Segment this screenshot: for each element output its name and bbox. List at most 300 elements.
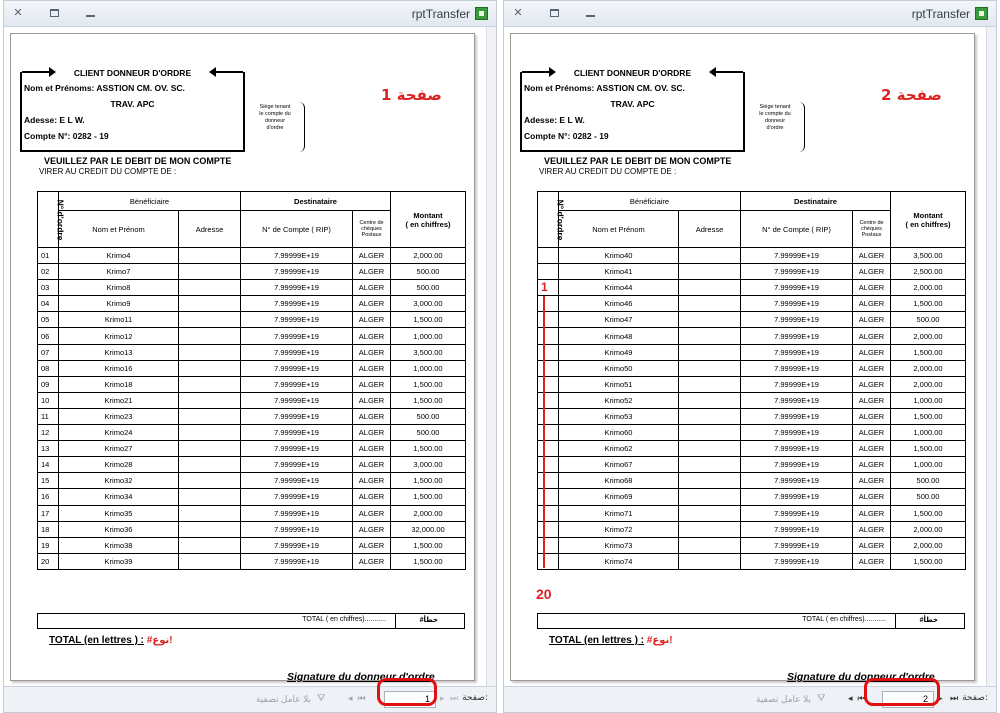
brace-icon: [797, 102, 805, 152]
filter-status[interactable]: بلا عامل تصفية: [756, 694, 812, 704]
row-centre: ALGER: [353, 360, 391, 376]
row-account: 7.99999E+19: [241, 521, 353, 537]
row-amount: 2,000.00: [891, 376, 966, 392]
table-row: [538, 376, 966, 392]
col-beneficiaire-header: Bénéficiaire: [559, 192, 741, 211]
row-num: 11: [38, 408, 59, 424]
row-centre: ALGER: [353, 457, 391, 473]
client-address: Adesse: E L W.: [524, 115, 585, 125]
row-amount: 3,000.00: [391, 296, 466, 312]
siege-note: Siège tenant le compte du donneur d'ordre: [759, 104, 791, 131]
table-row: [38, 376, 466, 392]
page-label: صفحة 1: [381, 86, 442, 104]
row-centre: ALGER: [353, 505, 391, 521]
row-num: 15: [38, 473, 59, 489]
row-account: 7.99999E+19: [741, 392, 853, 408]
row-name: Krimo73: [559, 537, 679, 553]
row-address: [679, 425, 741, 441]
row-num: [538, 441, 559, 457]
row-address: [179, 344, 241, 360]
row-account: 7.99999E+19: [241, 344, 353, 360]
row-name: Krimo49: [559, 344, 679, 360]
window-title: rptTransfer: [411, 7, 470, 21]
row-name: Krimo8: [59, 280, 179, 296]
row-centre: ALGER: [853, 537, 891, 553]
title-bar: [4, 1, 496, 27]
row-num: 03: [38, 280, 59, 296]
row-centre: ALGER: [353, 312, 391, 328]
col-destinataire-header: Destinataire: [741, 192, 891, 211]
row-address: [179, 553, 241, 569]
vertical-scrollbar[interactable]: [986, 27, 996, 686]
client-account: Compte N°: 0282 - 19: [24, 131, 109, 141]
client-address: Adesse: E L W.: [24, 115, 85, 125]
client-account: Compte N°: 0282 - 19: [524, 131, 609, 141]
close-icon[interactable]: ✕: [13, 7, 23, 19]
row-amount: 500.00: [391, 408, 466, 424]
row-amount: 1,000.00: [891, 425, 966, 441]
row-address: [679, 312, 741, 328]
col-compte-header: N° de Compte ( RIP): [241, 211, 353, 248]
row-num: 09: [38, 376, 59, 392]
col-compte-header: N° de Compte ( RIP): [741, 211, 853, 248]
row-amount: 1,000.00: [891, 392, 966, 408]
row-amount: 1,500.00: [891, 344, 966, 360]
row-num: [538, 392, 559, 408]
row-num: 01: [38, 248, 59, 264]
table-row: [38, 360, 466, 376]
highlight-ring: [864, 678, 940, 706]
row-name: Krimo16: [59, 360, 179, 376]
row-account: 7.99999E+19: [241, 328, 353, 344]
row-address: [179, 408, 241, 424]
row-amount: 2,000.00: [891, 328, 966, 344]
client-title: CLIENT DONNEUR D'ORDRE: [573, 68, 692, 78]
report-viewer[interactable]: [504, 27, 996, 686]
report-window-page-2[interactable]: [503, 0, 997, 713]
row-name: Krimo41: [559, 264, 679, 280]
total-figures-box: [37, 613, 465, 629]
table-row: [38, 264, 466, 280]
table-row: [38, 344, 466, 360]
table-row: [538, 264, 966, 280]
col-adresse-header: Adresse: [679, 211, 741, 248]
row-address: [179, 537, 241, 553]
client-box: [520, 68, 745, 152]
client-name-2: TRAV. APC: [110, 99, 155, 109]
row-centre: ALGER: [353, 376, 391, 392]
table-row: [38, 521, 466, 537]
row-num: [538, 408, 559, 424]
nav-first-prev[interactable]: ◂ ⏮: [848, 693, 866, 703]
row-address: [179, 264, 241, 280]
row-num: [538, 505, 559, 521]
row-name: Krimo11: [59, 312, 179, 328]
row-num: [538, 553, 559, 569]
row-account: 7.99999E+19: [741, 344, 853, 360]
row-name: Krimo72: [559, 521, 679, 537]
row-amount: 500.00: [891, 473, 966, 489]
row-name: Krimo40: [559, 248, 679, 264]
row-address: [679, 280, 741, 296]
client-name: Nom et Prénoms: ASSTION CM. OV. SC.: [524, 83, 685, 93]
row-amount: 1,500.00: [391, 441, 466, 457]
row-amount: 500.00: [391, 280, 466, 296]
row-amount: 2,000.00: [891, 280, 966, 296]
row-centre: ALGER: [853, 360, 891, 376]
row-centre: ALGER: [853, 312, 891, 328]
restore-icon[interactable]: [48, 7, 60, 19]
table-row: [538, 312, 966, 328]
row-address: [679, 248, 741, 264]
nav-next-icon[interactable]: ▸: [440, 693, 445, 703]
row-num: 14: [38, 457, 59, 473]
row-address: [179, 473, 241, 489]
row-centre: ALGER: [853, 328, 891, 344]
row-address: [179, 376, 241, 392]
row-address: [679, 457, 741, 473]
report-window-page-1[interactable]: [3, 0, 497, 713]
row-num: 02: [38, 264, 59, 280]
row-name: Krimo48: [559, 328, 679, 344]
row-name: Krimo47: [559, 312, 679, 328]
row-name: Krimo21: [59, 392, 179, 408]
row-account: 7.99999E+19: [741, 248, 853, 264]
row-name: Krimo53: [559, 408, 679, 424]
row-account: 7.99999E+19: [741, 489, 853, 505]
row-amount: 1,500.00: [891, 441, 966, 457]
row-account: 7.99999E+19: [241, 264, 353, 280]
nav-next-icon[interactable]: ▸: [938, 693, 943, 703]
total-letters: TOTAL (en lettres ) : #نوع!: [49, 635, 173, 646]
row-address: [679, 505, 741, 521]
total-figures-box: [537, 613, 965, 629]
row-centre: ALGER: [853, 280, 891, 296]
row-centre: ALGER: [853, 392, 891, 408]
restore-icon[interactable]: [548, 7, 560, 19]
report-page: [10, 33, 475, 681]
table-row: [38, 473, 466, 489]
row-name: Krimo69: [559, 489, 679, 505]
client-name-2: TRAV. APC: [610, 99, 655, 109]
table-row: [38, 392, 466, 408]
col-centre-header: Centre de chèques Postaux: [853, 211, 891, 248]
filter-status[interactable]: بلا عامل تصفية: [256, 694, 312, 704]
row-name: Krimo4: [59, 248, 179, 264]
row-amount: 1,500.00: [391, 537, 466, 553]
table-row: [538, 553, 966, 569]
col-nom-header: Nom et Prénom: [559, 211, 679, 248]
page-number-input[interactable]: 2: [882, 691, 934, 708]
col-centre-header: Centre de chèques Postaux: [353, 211, 391, 248]
page-label: صفحة 2: [881, 86, 942, 104]
row-centre: ALGER: [853, 344, 891, 360]
row-account: 7.99999E+19: [241, 296, 353, 312]
row-num: [538, 312, 559, 328]
row-account: 7.99999E+19: [741, 521, 853, 537]
row-address: [679, 264, 741, 280]
row-account: 7.99999E+19: [241, 376, 353, 392]
row-address: [679, 392, 741, 408]
row-centre: ALGER: [353, 248, 391, 264]
table-row: [38, 505, 466, 521]
table-row: [538, 408, 966, 424]
row-amount: 500.00: [391, 425, 466, 441]
filter-icon: ⛛: [817, 693, 826, 704]
row-account: 7.99999E+19: [741, 553, 853, 569]
row-centre: ALGER: [853, 376, 891, 392]
row-centre: ALGER: [853, 408, 891, 424]
row-name: Krimo9: [59, 296, 179, 312]
total-letters: TOTAL (en lettres ) : #نوع!: [549, 635, 673, 646]
row-address: [179, 521, 241, 537]
row-name: Krimo12: [59, 328, 179, 344]
row-num: [538, 360, 559, 376]
row-address: [179, 360, 241, 376]
minimize-icon[interactable]: [584, 7, 596, 19]
row-num: 16: [38, 489, 59, 505]
row-num: 07: [38, 344, 59, 360]
row-num: [538, 376, 559, 392]
row-num: [538, 248, 559, 264]
row-address: [679, 344, 741, 360]
close-icon[interactable]: ✕: [513, 7, 523, 19]
row-account: 7.99999E+19: [741, 312, 853, 328]
row-amount: 1,000.00: [391, 360, 466, 376]
col-num-header: N° d'ordre: [538, 192, 559, 248]
row-account: 7.99999E+19: [241, 537, 353, 553]
row-account: 7.99999E+19: [241, 473, 353, 489]
row-num: [538, 328, 559, 344]
row-account: 7.99999E+19: [741, 328, 853, 344]
table-row: [38, 328, 466, 344]
table-row: [538, 328, 966, 344]
app-icon: [475, 7, 488, 20]
row-name: Krimo39: [59, 553, 179, 569]
row-account: 7.99999E+19: [241, 441, 353, 457]
table-row: [38, 280, 466, 296]
row-name: Krimo36: [59, 521, 179, 537]
row-centre: ALGER: [853, 296, 891, 312]
row-address: [679, 376, 741, 392]
row-amount: 1,500.00: [391, 473, 466, 489]
col-montant-header: Montant ( en chiffres): [891, 192, 966, 248]
col-num-header: N° d'ordre: [38, 192, 59, 248]
row-address: [179, 280, 241, 296]
row-address: [679, 441, 741, 457]
row-account: 7.99999E+19: [241, 489, 353, 505]
row-name: Krimo71: [559, 505, 679, 521]
row-name: Krimo35: [59, 505, 179, 521]
row-account: 7.99999E+19: [741, 280, 853, 296]
table-row: [538, 296, 966, 312]
row-name: Krimo51: [559, 376, 679, 392]
total-figures-label: TOTAL ( en chiffres)...........: [802, 616, 886, 623]
signature-label: Signature du donneur d'ordre: [287, 671, 435, 683]
col-adresse-header: Adresse: [179, 211, 241, 248]
col-destinataire-header: Destinataire: [241, 192, 391, 211]
row-amount: 1,500.00: [391, 312, 466, 328]
row-name: Krimo13: [59, 344, 179, 360]
table-row: [538, 344, 966, 360]
row-address: [679, 473, 741, 489]
row-account: 7.99999E+19: [241, 392, 353, 408]
app-icon: [975, 7, 988, 20]
report-viewer[interactable]: [4, 27, 496, 686]
row-centre: ALGER: [353, 392, 391, 408]
mark-last-number: 20: [536, 586, 552, 602]
row-address: [179, 489, 241, 505]
row-amount: 1,500.00: [891, 296, 966, 312]
row-centre: ALGER: [853, 489, 891, 505]
row-address: [179, 296, 241, 312]
vertical-scrollbar[interactable]: [486, 27, 496, 686]
table-row: [538, 473, 966, 489]
table-row: [538, 521, 966, 537]
row-centre: ALGER: [853, 441, 891, 457]
row-name: Krimo44: [559, 280, 679, 296]
row-amount: 2,000.00: [891, 537, 966, 553]
row-name: Krimo60: [559, 425, 679, 441]
table-row: [538, 441, 966, 457]
row-num: 18: [38, 521, 59, 537]
row-centre: ALGER: [353, 280, 391, 296]
row-num: 08: [38, 360, 59, 376]
row-account: 7.99999E+19: [241, 553, 353, 569]
page-number-input[interactable]: 1: [384, 691, 436, 708]
row-amount: 500.00: [891, 489, 966, 505]
row-centre: ALGER: [353, 553, 391, 569]
transfer-table: [37, 191, 466, 570]
row-centre: ALGER: [353, 344, 391, 360]
row-num: [538, 457, 559, 473]
table-row: [38, 425, 466, 441]
row-amount: 1,000.00: [891, 457, 966, 473]
page-label-status: صفحة:: [462, 693, 488, 703]
table-row: [38, 441, 466, 457]
row-num: 06: [38, 328, 59, 344]
row-name: Krimo7: [59, 264, 179, 280]
table-row: [38, 537, 466, 553]
row-amount: 2,000.00: [891, 360, 966, 376]
row-amount: 2,000.00: [391, 248, 466, 264]
row-account: 7.99999E+19: [241, 425, 353, 441]
row-num: [538, 425, 559, 441]
row-amount: 3,000.00: [391, 457, 466, 473]
row-amount: 1,000.00: [391, 328, 466, 344]
row-address: [679, 296, 741, 312]
row-num: 17: [38, 505, 59, 521]
nav-last-icon[interactable]: ⏭: [950, 693, 959, 703]
minimize-icon[interactable]: [84, 7, 96, 19]
brace-icon: [297, 102, 305, 152]
row-centre: ALGER: [353, 473, 391, 489]
title-bar: [504, 1, 996, 27]
nav-first-prev[interactable]: ◂ ⏮: [348, 693, 366, 703]
row-address: [179, 425, 241, 441]
row-account: 7.99999E+19: [241, 248, 353, 264]
row-address: [179, 248, 241, 264]
window-title: rptTransfer: [911, 7, 970, 21]
row-centre: ALGER: [853, 264, 891, 280]
client-title: CLIENT DONNEUR D'ORDRE: [73, 68, 192, 78]
highlight-ring: [377, 678, 437, 706]
row-account: 7.99999E+19: [241, 505, 353, 521]
row-num: 19: [38, 537, 59, 553]
row-amount: 1,500.00: [391, 392, 466, 408]
row-account: 7.99999E+19: [241, 312, 353, 328]
row-amount: 1,500.00: [891, 408, 966, 424]
filter-icon: ⛛: [317, 693, 326, 704]
row-account: 7.99999E+19: [741, 473, 853, 489]
mark-first-number: 1: [541, 280, 548, 294]
table-row: [538, 392, 966, 408]
row-account: 7.99999E+19: [241, 360, 353, 376]
row-num: [538, 473, 559, 489]
table-row: [38, 312, 466, 328]
row-account: 7.99999E+19: [741, 408, 853, 424]
row-name: Krimo67: [559, 457, 679, 473]
table-row: [538, 360, 966, 376]
credit-line: VIRER AU CREDIT DU COMPTE DE :: [539, 167, 677, 176]
row-centre: ALGER: [353, 328, 391, 344]
row-name: Krimo18: [59, 376, 179, 392]
row-name: Krimo52: [559, 392, 679, 408]
row-address: [179, 312, 241, 328]
row-amount: 500.00: [391, 264, 466, 280]
row-centre: ALGER: [353, 441, 391, 457]
table-row: [538, 280, 966, 296]
row-centre: ALGER: [853, 425, 891, 441]
client-name: Nom et Prénoms: ASSTION CM. OV. SC.: [24, 83, 185, 93]
row-amount: 500.00: [891, 312, 966, 328]
row-address: [679, 360, 741, 376]
row-name: Krimo46: [559, 296, 679, 312]
row-address: [179, 457, 241, 473]
row-amount: 2,000.00: [391, 505, 466, 521]
row-num: [538, 344, 559, 360]
row-account: 7.99999E+19: [741, 457, 853, 473]
row-amount: 2,000.00: [891, 521, 966, 537]
row-num: 04: [38, 296, 59, 312]
row-centre: ALGER: [353, 264, 391, 280]
row-address: [679, 328, 741, 344]
report-page: [510, 33, 975, 681]
nav-last-icon[interactable]: ⏭: [450, 693, 459, 703]
row-num: 20: [38, 553, 59, 569]
row-amount: 2,500.00: [891, 264, 966, 280]
row-num: [538, 296, 559, 312]
row-address: [179, 441, 241, 457]
debit-line: VEUILLEZ PAR LE DEBIT DE MON COMPTE: [544, 156, 732, 166]
row-amount: 3,500.00: [891, 248, 966, 264]
row-num: [538, 264, 559, 280]
row-num: [538, 489, 559, 505]
row-account: 7.99999E+19: [241, 408, 353, 424]
total-letters-value: #نوع!: [646, 635, 673, 646]
table-row: [538, 425, 966, 441]
col-nom-header: Nom et Prénom: [59, 211, 179, 248]
row-address: [679, 489, 741, 505]
table-row: [38, 489, 466, 505]
row-address: [679, 537, 741, 553]
row-name: Krimo27: [59, 441, 179, 457]
table-row: [38, 296, 466, 312]
row-num: 05: [38, 312, 59, 328]
total-figures-value: #خطأ: [919, 617, 938, 624]
row-amount: 3,500.00: [391, 344, 466, 360]
row-account: 7.99999E+19: [741, 425, 853, 441]
